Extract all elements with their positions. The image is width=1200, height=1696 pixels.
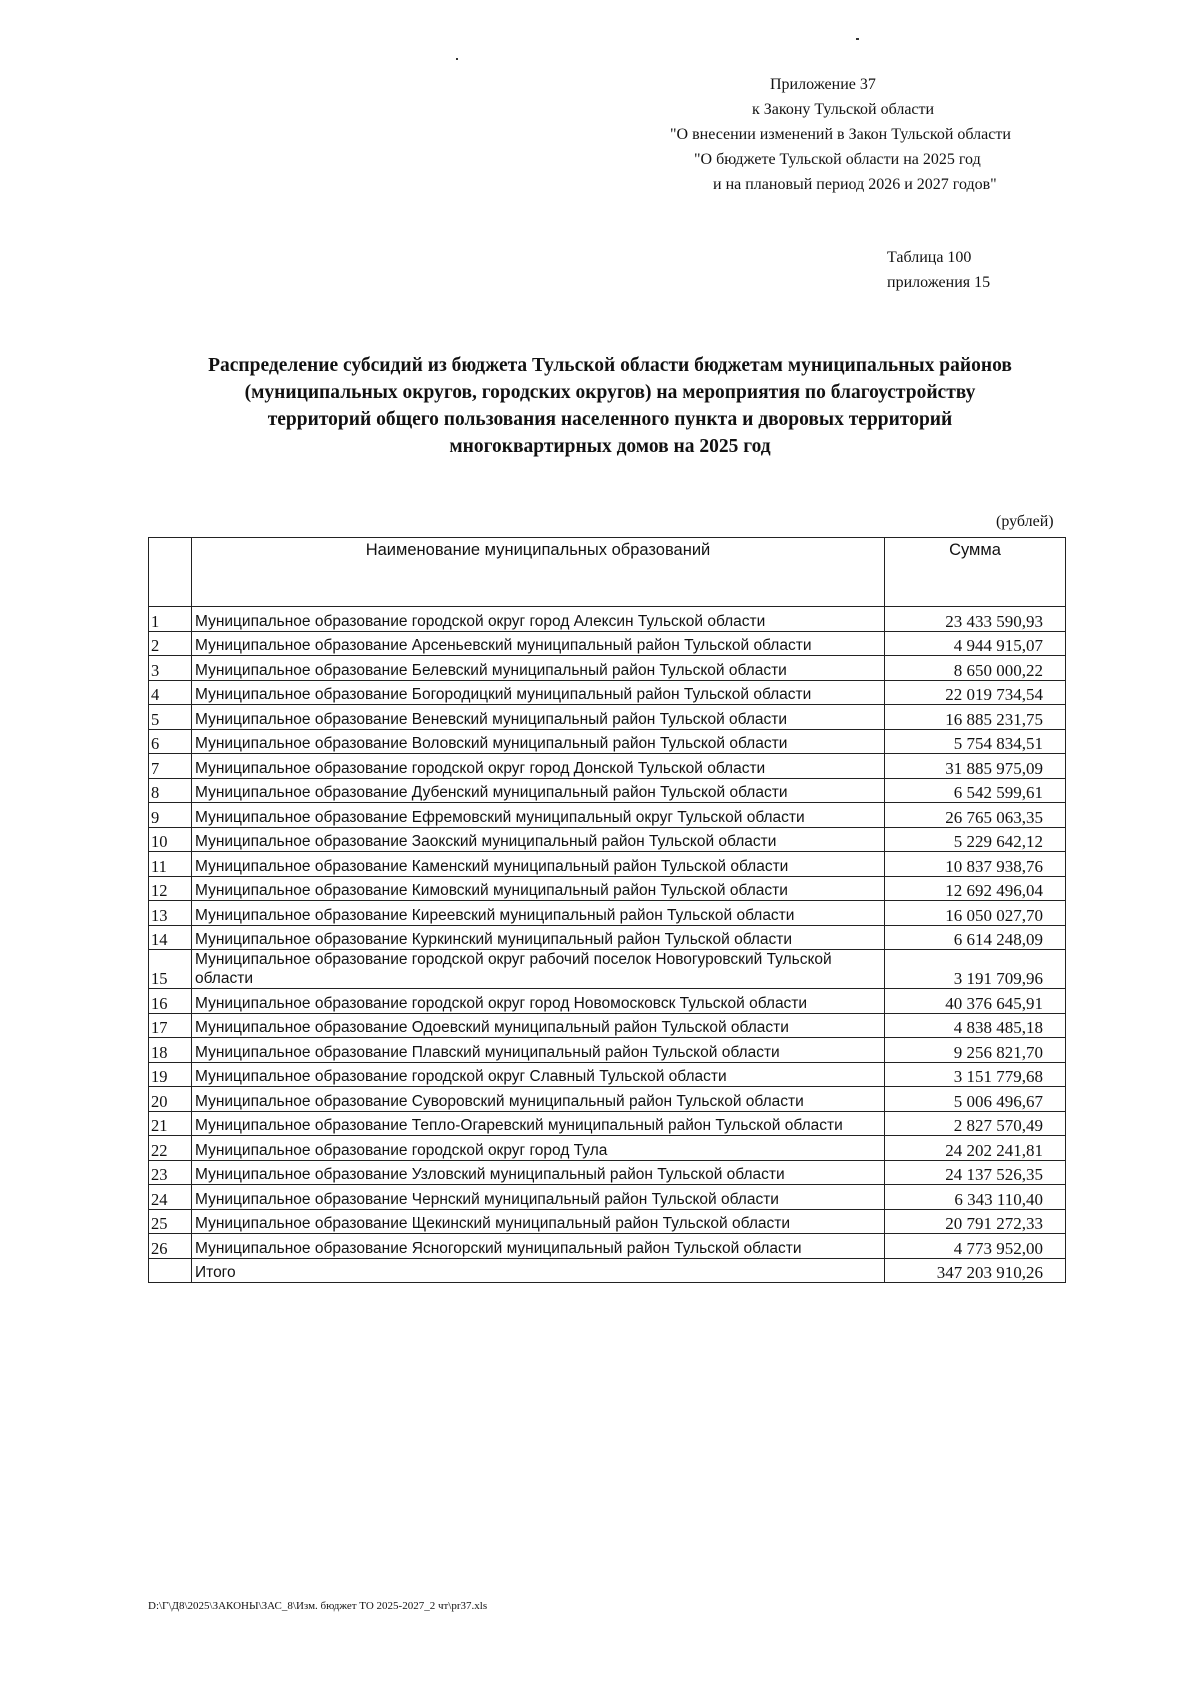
row-number: 3: [149, 656, 192, 681]
table-row: [149, 1209, 1066, 1234]
municipality-name: Муниципальное образование Чернский муниципальный район Тульской области: [192, 1185, 885, 1210]
table-row: [149, 989, 1066, 1014]
appendix-line: Приложение 37: [770, 76, 876, 93]
row-number: 13: [149, 901, 192, 926]
subsidy-amount: 9 256 821,70: [885, 1038, 1066, 1063]
row-number: 5: [149, 705, 192, 730]
subsidy-amount: 5 229 642,12: [885, 827, 1066, 852]
total-label: Итого: [192, 1258, 885, 1283]
subsidy-amount: 5 754 834,51: [885, 729, 1066, 754]
table-row: [149, 778, 1066, 803]
table-row: [149, 876, 1066, 901]
table-row: [149, 901, 1066, 926]
row-number: 11: [149, 852, 192, 877]
municipality-name: Муниципальное образование Узловский муниципальный район Тульской области: [192, 1160, 885, 1185]
appendix-reference: [670, 72, 1100, 197]
table-number: Таблица 100: [887, 249, 972, 266]
row-number: 17: [149, 1013, 192, 1038]
municipality-name: Муниципальное образование городской округ город Донской Тульской области: [192, 754, 885, 779]
scan-speck: [856, 38, 859, 40]
subsidy-amount: 20 791 272,33: [885, 1209, 1066, 1234]
subsidy-amount: 10 837 938,76: [885, 852, 1066, 877]
row-number: 6: [149, 729, 192, 754]
row-number: 16: [149, 989, 192, 1014]
municipality-name: Муниципальное образование Веневский муниципальный район Тульской области: [192, 705, 885, 730]
appendix-line: "О внесении изменений в Закон Тульской области: [670, 126, 1011, 143]
municipality-name: Муниципальное образование Богородицкий муниципальный район Тульской области: [192, 680, 885, 705]
municipality-name: Муниципальное образование Плавский муниципальный район Тульской области: [192, 1038, 885, 1063]
table-row: [149, 925, 1066, 950]
municipality-name: Муниципальное образование Суворовский муниципальный район Тульской области: [192, 1087, 885, 1112]
table-row: [149, 1038, 1066, 1063]
municipality-name: Муниципальное образование городской округ рабочий поселок Новогуровский Тульской области: [192, 950, 885, 989]
municipality-name: Муниципальное образование Одоевский муниципальный район Тульской области: [192, 1013, 885, 1038]
table-reference: [887, 245, 990, 295]
table-row: [149, 729, 1066, 754]
table-row: [149, 1136, 1066, 1161]
row-number: 21: [149, 1111, 192, 1136]
table-row: [149, 705, 1066, 730]
table-row: [149, 852, 1066, 877]
title-line: Распределение субсидий из бюджета Тульской области бюджетам муниципальных районов: [208, 355, 1012, 376]
subsidy-amount: 4 773 952,00: [885, 1234, 1066, 1259]
document-title: [100, 352, 1120, 460]
title-line: (муниципальных округов, городских округов) на мероприятия по благоустройству: [244, 382, 976, 403]
table-row: [149, 631, 1066, 656]
table-row: [149, 1062, 1066, 1087]
subsidy-amount: 2 827 570,49: [885, 1111, 1066, 1136]
municipality-name: Муниципальное образование Дубенский муниципальный район Тульской области: [192, 778, 885, 803]
municipality-name: Муниципальное образование Каменский муниципальный район Тульской области: [192, 852, 885, 877]
row-number: 1: [149, 607, 192, 632]
subsidy-amount: 24 137 526,35: [885, 1160, 1066, 1185]
scan-speck: [456, 58, 458, 60]
table-row: [149, 803, 1066, 828]
subsidy-table: [148, 537, 1066, 1283]
table-appendix-number: приложения 15: [887, 274, 991, 291]
municipality-name: Муниципальное образование Ясногорский муниципальный район Тульской области: [192, 1234, 885, 1259]
municipality-name: Муниципальное образование Воловский муниципальный район Тульской области: [192, 729, 885, 754]
table-row: [149, 1185, 1066, 1210]
table-header-row: [149, 538, 1066, 607]
total-row: [149, 1258, 1066, 1283]
subsidy-amount: 16 885 231,75: [885, 705, 1066, 730]
row-number: 15: [149, 950, 192, 989]
table-row: [149, 1234, 1066, 1259]
municipality-name: Муниципальное образование городской округ Славный Тульской области: [192, 1062, 885, 1087]
row-number: 22: [149, 1136, 192, 1161]
row-number: 14: [149, 925, 192, 950]
table-row: [149, 656, 1066, 681]
row-number: 19: [149, 1062, 192, 1087]
header-number: [149, 538, 192, 607]
subsidy-amount: 3 191 709,96: [885, 950, 1066, 989]
municipality-name: Муниципальное образование городской округ город Алексин Тульской области: [192, 607, 885, 632]
municipality-name: Муниципальное образование городской округ город Новомосковск Тульской области: [192, 989, 885, 1014]
row-number: 18: [149, 1038, 192, 1063]
subsidy-amount: 6 542 599,61: [885, 778, 1066, 803]
subsidy-amount: 26 765 063,35: [885, 803, 1066, 828]
row-number: 9: [149, 803, 192, 828]
municipality-name: Муниципальное образование Белевский муниципальный район Тульской области: [192, 656, 885, 681]
total-sum: 347 203 910,26: [885, 1258, 1066, 1283]
municipality-name: Муниципальное образование городской округ город Тула: [192, 1136, 885, 1161]
row-number: 8: [149, 778, 192, 803]
subsidy-amount: 40 376 645,91: [885, 989, 1066, 1014]
row-number: 23: [149, 1160, 192, 1185]
file-path-footer: D:\Г\Д8\2025\ЗАКОНЫ\ЗАС_8\Изм. бюджет ТО 2025-2027_2 чт\pr37.xls: [148, 1600, 488, 1612]
total-number-cell: [149, 1258, 192, 1283]
subsidy-amount: 24 202 241,81: [885, 1136, 1066, 1161]
row-number: 2: [149, 631, 192, 656]
header-name: Наименование муниципальных образований: [192, 538, 885, 607]
row-number: 24: [149, 1185, 192, 1210]
row-number: 25: [149, 1209, 192, 1234]
municipality-name: Муниципальное образование Куркинский муниципальный район Тульской области: [192, 925, 885, 950]
table-row: [149, 1087, 1066, 1112]
header-sum: Сумма: [885, 538, 1066, 607]
subsidy-amount: 6 343 110,40: [885, 1185, 1066, 1210]
subsidy-amount: 6 614 248,09: [885, 925, 1066, 950]
table-row: [149, 827, 1066, 852]
row-number: 7: [149, 754, 192, 779]
table-row: [149, 1160, 1066, 1185]
appendix-line: "О бюджете Тульской области на 2025 год: [694, 151, 981, 168]
row-number: 10: [149, 827, 192, 852]
subsidy-amount: 4 944 915,07: [885, 631, 1066, 656]
table-row: [149, 950, 1066, 989]
subsidy-amount: 5 006 496,67: [885, 1087, 1066, 1112]
row-number: 20: [149, 1087, 192, 1112]
appendix-line: и на плановый период 2026 и 2027 годов": [713, 176, 997, 193]
municipality-name: Муниципальное образование Щекинский муниципальный район Тульской области: [192, 1209, 885, 1234]
table-row: [149, 1013, 1066, 1038]
subsidy-amount: 22 019 734,54: [885, 680, 1066, 705]
table-row: [149, 680, 1066, 705]
table-row: [149, 607, 1066, 632]
units-label: (рублей): [996, 513, 1054, 530]
table-row: [149, 754, 1066, 779]
municipality-name: Муниципальное образование Тепло-Огаревский муниципальный район Тульской области: [192, 1111, 885, 1136]
row-number: 12: [149, 876, 192, 901]
subsidy-amount: 4 838 485,18: [885, 1013, 1066, 1038]
appendix-line: к Закону Тульской области: [752, 101, 935, 118]
municipality-name: Муниципальное образование Ефремовский муниципальный округ Тульской области: [192, 803, 885, 828]
title-line: территорий общего пользования населенного пункта и дворовых территорий: [267, 409, 953, 430]
subsidy-amount: 31 885 975,09: [885, 754, 1066, 779]
row-number: 4: [149, 680, 192, 705]
municipality-name: Муниципальное образование Заокский муниципальный район Тульской области: [192, 827, 885, 852]
subsidy-amount: 16 050 027,70: [885, 901, 1066, 926]
municipality-name: Муниципальное образование Кимовский муниципальный район Тульской области: [192, 876, 885, 901]
title-line: многоквартирных домов на 2025 год: [449, 436, 771, 457]
subsidy-amount: 12 692 496,04: [885, 876, 1066, 901]
municipality-name: Муниципальное образование Арсеньевский муниципальный район Тульской области: [192, 631, 885, 656]
subsidy-amount: 23 433 590,93: [885, 607, 1066, 632]
row-number: 26: [149, 1234, 192, 1259]
municipality-name: Муниципальное образование Киреевский муниципальный район Тульской области: [192, 901, 885, 926]
subsidy-amount: 3 151 779,68: [885, 1062, 1066, 1087]
subsidy-amount: 8 650 000,22: [885, 656, 1066, 681]
table-row: [149, 1111, 1066, 1136]
